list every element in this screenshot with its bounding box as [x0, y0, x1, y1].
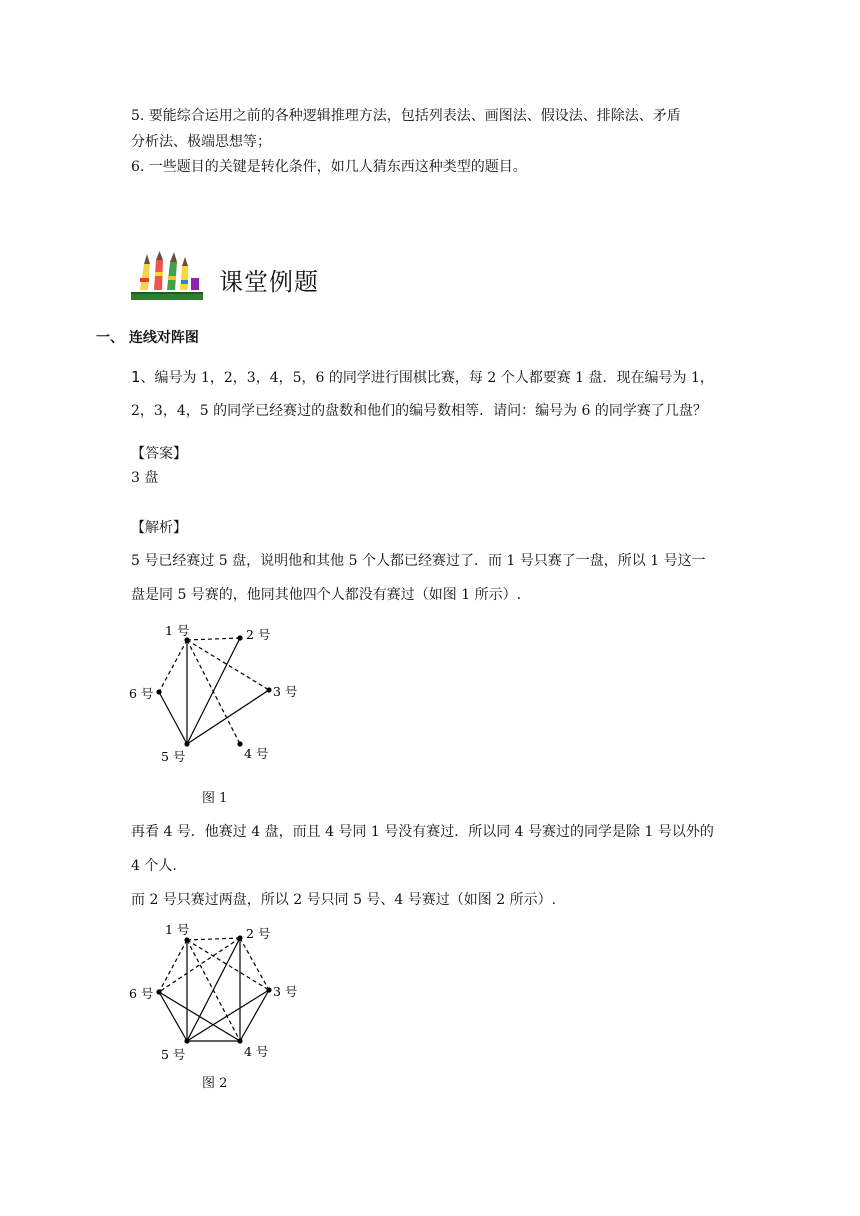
subsection-title: 一、 连线对阵图 [96, 330, 199, 346]
label-5: 5 号 [161, 1047, 186, 1062]
answer-value: 3 盘 [131, 470, 159, 486]
problem-line-1 [131, 367, 714, 388]
edge-5-6 [159, 992, 187, 1041]
node-4 [237, 741, 242, 746]
edge-1-6-dashed [159, 940, 187, 992]
node-2 [237, 935, 242, 940]
edge-2-6-dashed [159, 938, 240, 992]
label-5: 5 号 [161, 749, 186, 764]
label-2: 2 号 [246, 627, 271, 642]
node-1 [184, 937, 189, 942]
analysis-p3: 而 2 号只赛过两盘，所以 2 号只同 5 号、4 号赛过（如图 2 所示）. [131, 892, 557, 908]
node-6 [156, 989, 161, 994]
edge-2-3-dashed [240, 938, 269, 990]
edge-1-2-dashed [187, 638, 240, 640]
edge-1-3-dashed [187, 640, 269, 690]
analysis-p2a: 再看 4 号．他赛过 4 盘，而且 4 号同 1 号没有赛过．所以同 4 号赛过的同学是除 1 号以外的 [131, 824, 714, 840]
label-4: 4 号 [244, 1044, 269, 1059]
edge-1-3-dashed [187, 940, 269, 990]
analysis-p2b: 4 个人. [131, 858, 177, 874]
note-line-5b: 分析法、极端思想等； [131, 134, 271, 150]
label-6: 6 号 [129, 686, 154, 701]
label-6: 6 号 [129, 986, 154, 1001]
figure-1-diagram [125, 620, 315, 770]
analysis-p1b: 盘是同 5 号赛的，他同其他四个人都没有赛过（如图 1 所示）. [131, 587, 522, 603]
analysis-heading: 【解析】 [131, 520, 187, 536]
edge-5-6 [159, 692, 187, 744]
node-1 [184, 637, 189, 642]
pencils-icon [130, 250, 205, 302]
problem-text-1: 、编号为 1，2，3，4，5，6 的同学进行围棋比赛，每 2 个人都要赛 1 盘．现在编号为 1， [140, 370, 714, 386]
node-5 [184, 741, 189, 746]
note-line-6: 6. 一些题目的关键是转化条件，如几人猜东西这种类型的题目。 [131, 159, 527, 175]
node-3 [266, 987, 271, 992]
node-2 [237, 635, 242, 640]
problem-line-2: 2，3，4，5 的同学已经赛过的盘数和他们的编号数相等．请问：编号为 6 的同学赛了几盘？ [131, 403, 707, 419]
label-4: 4 号 [244, 746, 269, 761]
figure-2-caption: 图 2 [202, 1076, 228, 1091]
label-1: 1 号 [165, 623, 190, 638]
edge-1-6-dashed [159, 640, 187, 692]
label-2: 2 号 [246, 926, 271, 941]
node-4 [237, 1038, 242, 1043]
answer-heading: 【答案】 [131, 446, 187, 462]
figure-1-caption: 图 1 [202, 791, 228, 806]
section-title: 课堂例题 [219, 268, 319, 296]
node-5 [184, 1038, 189, 1043]
analysis-p1a: 5 号已经赛过 5 盘，说明他和其他 5 个人都已经赛过了．而 1 号只赛了一盘，所以 1 号这一 [131, 553, 706, 569]
edge-4-3 [240, 990, 269, 1041]
node-3 [266, 687, 271, 692]
label-3: 3 号 [273, 984, 298, 999]
figure-2-diagram [125, 920, 315, 1070]
node-6 [156, 689, 161, 694]
edge-1-2-dashed [187, 938, 240, 940]
label-1: 1 号 [165, 922, 190, 937]
problem-number: 1 [131, 368, 141, 386]
label-3: 3 号 [273, 684, 298, 699]
note-line-5a: 5. 要能综合运用之前的各种逻辑推理方法，包括列表法、画图法、假设法、排除法、矛盾 [131, 108, 681, 124]
edge-5-3 [187, 690, 269, 744]
